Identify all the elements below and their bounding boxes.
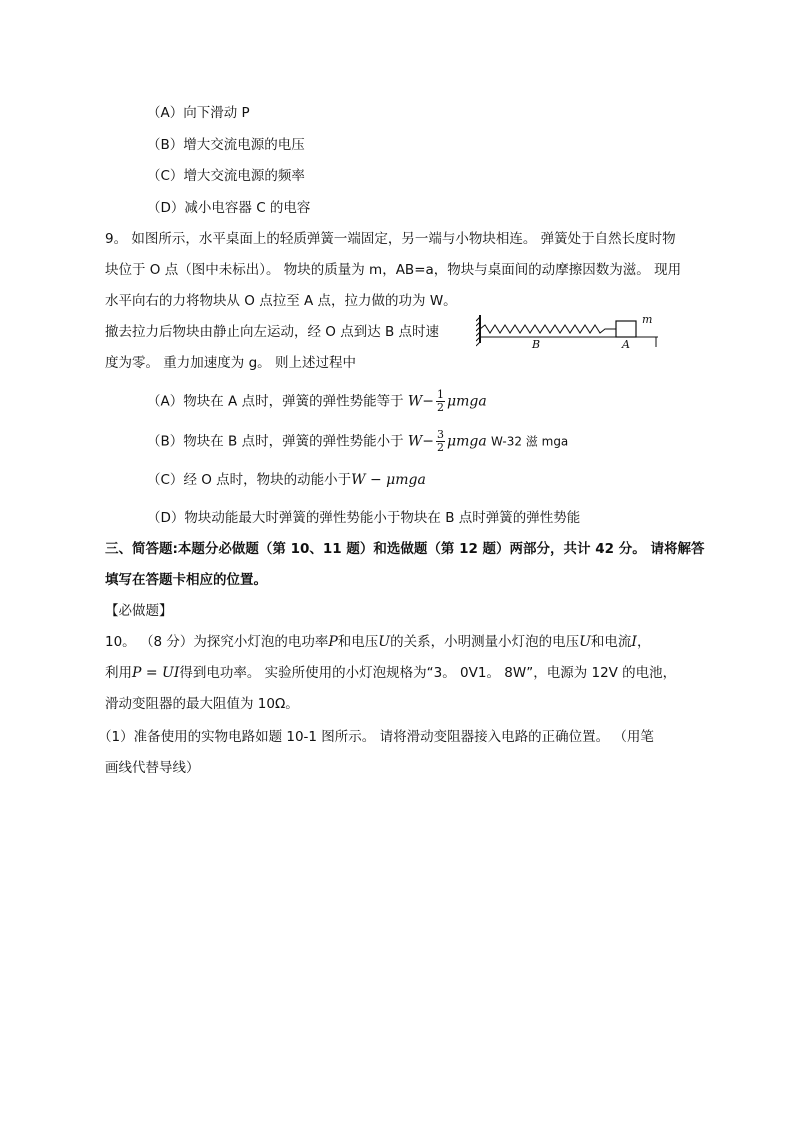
point-b-label: B	[532, 338, 541, 351]
q8-option-d: （D）减小电容器 C 的电容	[147, 200, 311, 216]
section-3-heading-line-1: 三、简答题:本题分必做题（第 10、11 题）和选做题（第 12 题）两部分，共计 42 分。 请将解答	[105, 541, 705, 557]
q10-sub1-line-2: 画线代替导线）	[105, 760, 200, 776]
required-label: 【必做题】	[105, 603, 173, 619]
q9-stem-line-2: 块位于 O 点（图中未标出）。 物块的质量为 m，AB=a，物块与桌面间的动摩擦因数为滋。 现用	[105, 262, 682, 278]
q9-option-c: （C）经 O 点时，物块的动能小于W − μmga	[147, 472, 426, 488]
mass-label: m	[642, 313, 653, 326]
q9-option-a: （A）物块在 A 点时，弹簧的弹性势能等于 W− $\frac{1}{2}$ μmga	[147, 388, 487, 414]
spring-block-figure	[476, 313, 658, 353]
q9-option-b: （B）物块在 B 点时，弹簧的弹性势能小于 W− $\frac{3}{2}$ μmga W-32 滋 mga	[147, 428, 569, 454]
fraction-one-half: $\frac{1}{2}$	[437, 388, 444, 414]
spring	[480, 325, 616, 333]
q10-number: 10。	[105, 634, 136, 650]
q9-stem-line-1: 9。 如图所示，水平桌面上的轻质弹簧一端固定，另一端与小物块相连。 弹簧处于自然长度时物	[105, 231, 676, 247]
q8-option-c: （C）增大交流电源的频率	[147, 168, 305, 184]
fraction-three-halves: $\frac{3}{2}$	[437, 428, 445, 454]
point-a-label: A	[622, 338, 630, 351]
q9-stem-line-3: 水平向右的力将物块从 O 点拉至 A 点，拉力做的功为 W。	[105, 293, 457, 309]
q8-option-a: （A）向下滑动 P	[147, 105, 250, 121]
spring-diagram	[476, 313, 658, 353]
q10-sub1-line-1: （1）准备使用的实物电路如题 10-1 图所示。 请将滑动变阻器接入电路的正确位置。 （用笔	[98, 729, 654, 745]
q9-stem-line-5: 度为零。 重力加速度为 g。 则上述过程中	[105, 355, 356, 371]
power-formula: P = UI	[132, 665, 180, 681]
section-3-heading-line-2: 填写在答题卡相应的位置。	[105, 572, 267, 588]
q9-number: 9。	[105, 231, 128, 247]
q9-stem-line-4: 撤去拉力后物块由静止向左运动，经 O 点到达 B 点时速	[105, 324, 440, 340]
q10-line-1: 10。 （8 分）为探究小灯泡的电功率P和电压U的关系，小明测量小灯泡的电压U和电流I，	[105, 634, 651, 650]
q8-option-b: （B）增大交流电源的电压	[147, 137, 305, 153]
q10-line-2: 利用P = UI得到电功率。 实验所使用的小灯泡规格为“3。 0V1。 8W”，电源为 12V 的电池，	[105, 665, 677, 681]
block	[616, 321, 636, 337]
q9-option-b-extra: W-32 滋 mga	[491, 434, 569, 449]
q9-option-d: （D）物块动能最大时弹簧的弹性势能小于物块在 B 点时弹簧的弹性势能	[147, 510, 581, 526]
q10-line-3: 滑动变阻器的最大阻值为 10Ω。	[105, 696, 299, 712]
